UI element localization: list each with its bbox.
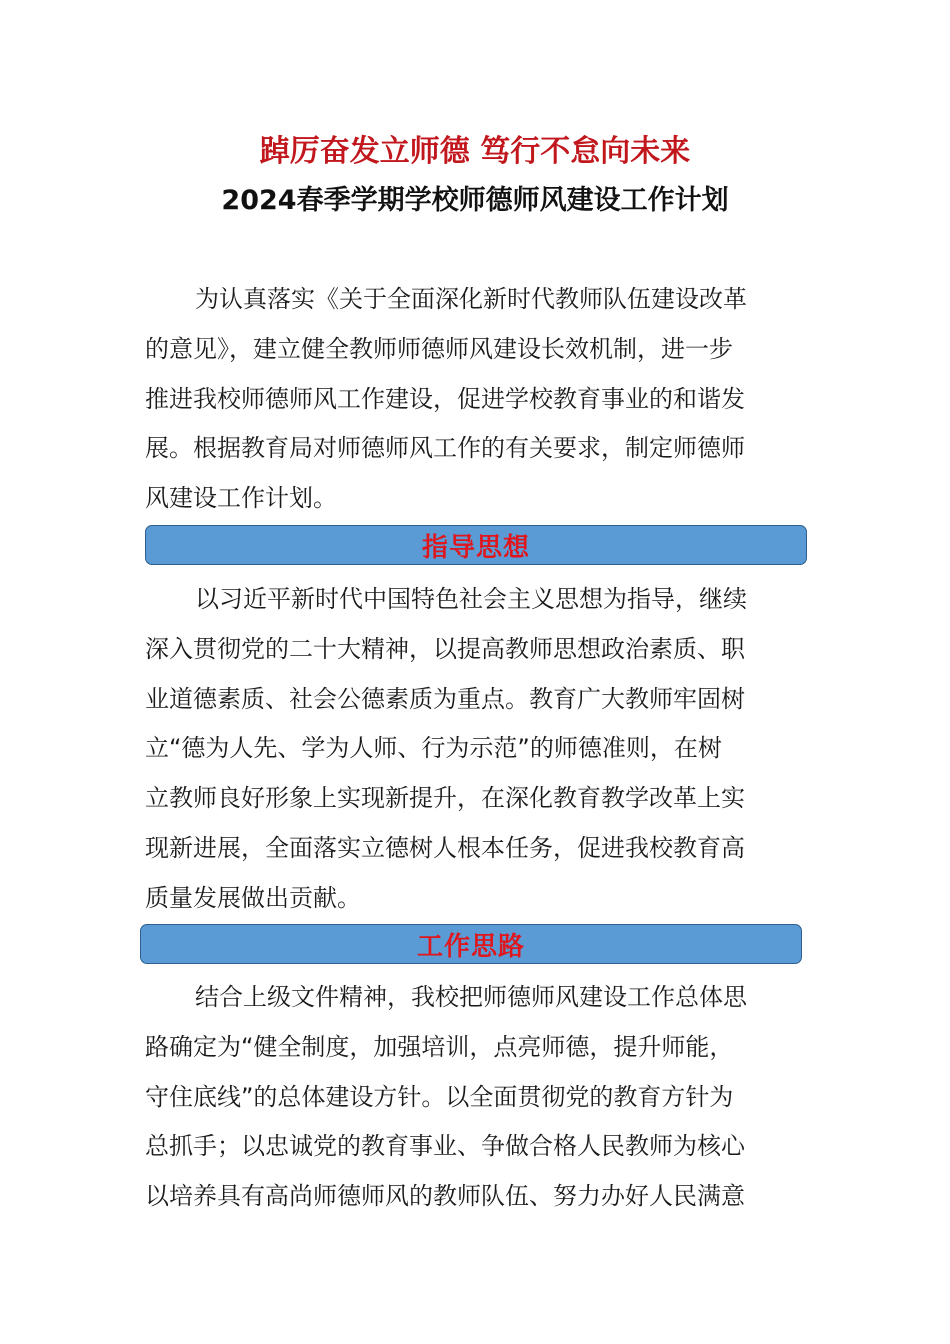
work-approach-paragraph bbox=[145, 973, 807, 1222]
text-line: 结合上级文件精神，我校把师德师风建设工作总体思 bbox=[195, 983, 747, 1011]
text-line: 的意见》，建立健全教师师德师风建设长效机制，进一步 bbox=[145, 334, 733, 363]
text-line: 为认真落实《关于全面深化新时代教师队伍建设改革 bbox=[195, 285, 747, 313]
section-heading-label: 指导思想 bbox=[421, 532, 530, 563]
intro-paragraph bbox=[145, 275, 807, 524]
document-title: 踔厉奋发立师德 笃行不怠向未来 bbox=[259, 134, 691, 169]
text-line: 深入贯彻党的二十大精神，以提高教师思想政治素质、职 bbox=[145, 634, 745, 663]
text-line: 现新进展，全面落实立德树人根本任务，促进我校教育高 bbox=[145, 833, 745, 862]
guiding-ideology-paragraph bbox=[145, 575, 807, 924]
text-line: 以培养具有高尚师德师风的教师队伍、努力办好人民满意 bbox=[145, 1182, 745, 1211]
text-line: 展。根据教育局对师德师风工作的有关要求，制定师德师 bbox=[145, 434, 745, 463]
text-line: 立“德为人先、学为人师、行为示范”的师德准则，在树 bbox=[145, 734, 722, 763]
section-heading-label: 工作思路 bbox=[416, 931, 525, 962]
text-line: 守住底线”的总体建设方针。以全面贯彻党的教育方针为 bbox=[145, 1082, 734, 1111]
text-line: 总抓手；以忠诚党的教育事业、争做合格人民教师为核心 bbox=[145, 1132, 745, 1161]
text-line: 推进我校师德师风工作建设，促进学校教育事业的和谐发 bbox=[145, 384, 745, 413]
text-line: 质量发展做出贡献。 bbox=[145, 883, 361, 912]
text-line: 业道德素质、社会公德素质为重点。教育广大教师牢固树 bbox=[145, 684, 745, 713]
document-subtitle: 2024春季学期学校师德师风建设工作计划 bbox=[221, 185, 729, 216]
section-heading-guiding-ideology bbox=[145, 525, 807, 565]
text-line: 风建设工作计划。 bbox=[145, 484, 337, 513]
text-line: 路确定为“健全制度，加强培训，点亮师德，提升师能， bbox=[145, 1032, 734, 1061]
text-line: 以习近平新时代中国特色社会主义思想为指导，继续 bbox=[195, 585, 747, 613]
text-line: 立教师良好形象上实现新提升，在深化教育教学改革上实 bbox=[145, 784, 745, 813]
section-heading-work-approach bbox=[140, 924, 802, 964]
